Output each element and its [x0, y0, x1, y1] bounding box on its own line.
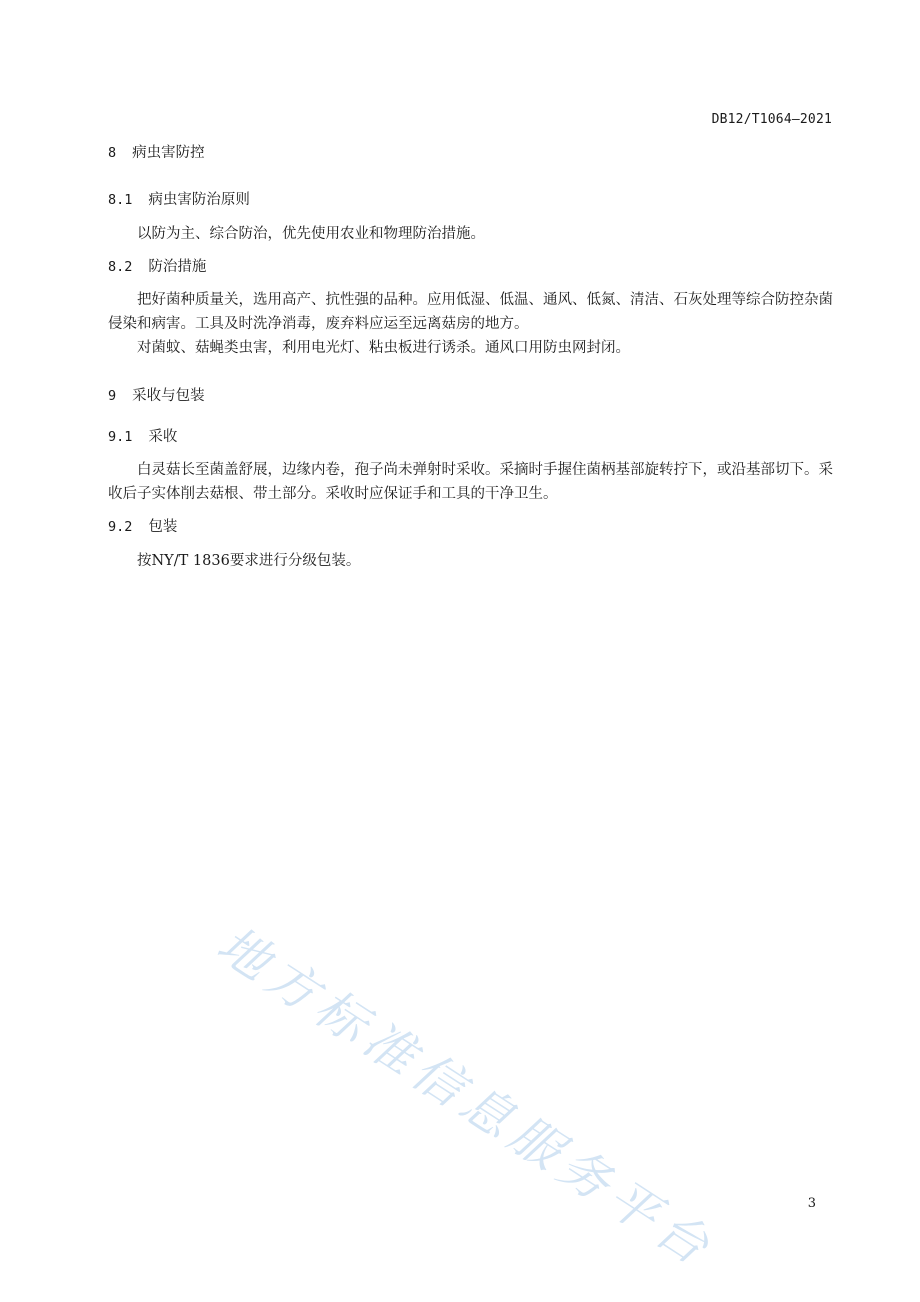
section-number: 9.1 — [108, 429, 133, 445]
paragraph: 按NY/T 1836要求进行分级包装。 — [137, 553, 361, 569]
section-number: 8 — [108, 145, 117, 161]
section-number: 8.2 — [108, 259, 133, 275]
document-code: DB12/T1064—2021 — [711, 112, 832, 127]
section-9-2-heading — [108, 516, 833, 538]
section-number: 9 — [108, 388, 117, 404]
section-title: 采收 — [148, 429, 178, 445]
paragraph: 把好菌种质量关，选用高产、抗性强的品种。应用低湿、低温、通风、低氮、清洁、石灰处理等综合防控杂菌侵染和病害。工具及时洗净消毒，废弃料应运至远离菇房的地方。 — [108, 292, 833, 332]
section-9-1-heading — [108, 426, 833, 448]
paragraph: 对菌蚊、菇蝇类虫害，利用电光灯、粘虫板进行诱杀。通风口用防虫网封闭。 — [137, 340, 630, 356]
section-8-1-heading — [108, 189, 833, 211]
paragraph: 白灵菇长至菌盖舒展，边缘内卷，孢子尚未弹射时采收。采摘时手握住菌柄基部旋转拧下，或沿基部切下。采收后子实体削去菇根、带土部分。采收时应保证手和工具的干净卫生。 — [108, 462, 833, 502]
section-title: 病虫害防治原则 — [148, 192, 250, 208]
section-title: 病虫害防控 — [132, 145, 205, 161]
section-number: 8.1 — [108, 192, 133, 208]
section-title: 采收与包装 — [132, 388, 205, 404]
section-8-2-heading — [108, 256, 833, 278]
section-9-heading — [108, 385, 833, 407]
section-8-heading — [108, 142, 833, 164]
watermark-text: 地方标准信息服务平台 — [207, 915, 726, 1280]
section-number: 9.2 — [108, 519, 133, 535]
section-title: 包装 — [148, 519, 178, 535]
section-title: 防治措施 — [148, 259, 207, 275]
paragraph: 以防为主、综合防治，优先使用农业和物理防治措施。 — [137, 226, 485, 242]
document-body — [108, 142, 833, 573]
page-number: 3 — [807, 1196, 816, 1211]
